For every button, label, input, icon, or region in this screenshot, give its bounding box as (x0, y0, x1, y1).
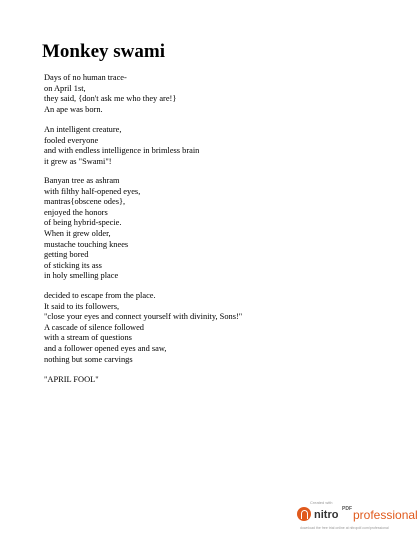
poem-line: and with endless intelligence in brimless brain (44, 146, 200, 156)
watermark-download-link[interactable]: download the free trial online at nitropdf.com/professional (300, 526, 389, 530)
poem-line: When it grew older, (44, 228, 111, 238)
poem-line: of sticking its ass (44, 260, 102, 270)
poem-line: decided to escape from the place. (44, 291, 156, 300)
stanza-5 (44, 375, 99, 386)
poem-line: getting bored (44, 250, 89, 260)
poem-line: and a follower opened eyes and saw, (44, 343, 167, 353)
poem-line: nothing but some carvings (44, 354, 133, 364)
poem-line: of being hybrid-specie. (44, 218, 122, 228)
watermark-edition: professional (353, 508, 418, 522)
poem-line: with a stream of questions (44, 333, 132, 343)
poem-line: Days of no human trace- (44, 73, 127, 82)
nitro-watermark[interactable] (282, 500, 416, 542)
poem-line: A cascade of silence followed (44, 322, 144, 332)
poem-line: Banyan tree as ashram (44, 176, 120, 185)
poem-line: with filthy half-opened eyes, (44, 186, 141, 196)
stanza-3 (44, 176, 140, 282)
poem-line: "close your eyes and connect yourself with divinity, Sons!" (44, 312, 243, 322)
poem-title: Monkey swami (42, 41, 165, 62)
stanza-4 (44, 291, 242, 365)
poem-line: An ape was born. (44, 104, 103, 114)
poem-line: in holy smelling place (44, 271, 119, 281)
watermark-created-with: Created with (310, 500, 333, 505)
poem-line: it grew as "Swami"! (44, 156, 112, 166)
nitro-logo-icon (297, 507, 311, 521)
watermark-pdf: PDF (342, 506, 352, 512)
poem-line: "APRIL FOOL" (44, 375, 99, 384)
stanza-1 (44, 73, 176, 115)
poem-line: It said to its followers, (44, 301, 120, 311)
poem-line: fooled everyone (44, 135, 99, 145)
poem-line: enjoyed the honors (44, 207, 108, 217)
poem-line: on April 1st, (44, 83, 86, 93)
watermark-brand: nitro (314, 509, 339, 521)
poem-line: mantras{obscene odes}, (44, 197, 126, 207)
stanza-2 (44, 125, 199, 167)
poem-line: they said, {don't ask me who they are!} (44, 94, 177, 104)
poem-line: An intelligent creature, (44, 125, 122, 134)
poem-line: mustache touching knees (44, 239, 129, 249)
